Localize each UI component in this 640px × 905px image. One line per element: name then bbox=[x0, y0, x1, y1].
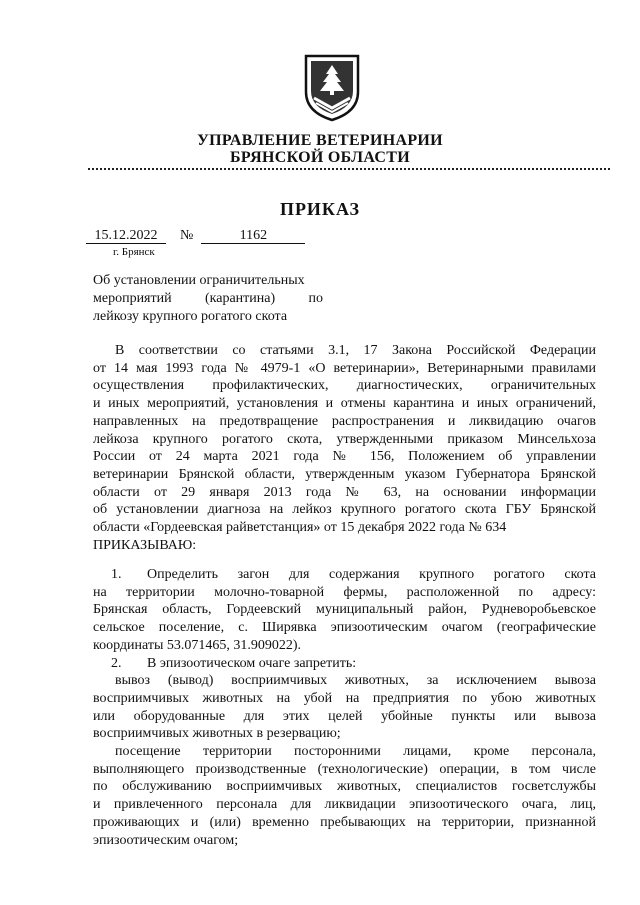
text-line: России от 24 марта 2021 года № 156, Положением об управлении bbox=[93, 449, 596, 465]
text-line: посещение территории посторонними лицами, кроме персонала, bbox=[115, 744, 596, 760]
document-title: ПРИКАЗ bbox=[279, 199, 361, 219]
text-line: В соответствии со статьями 3.1, 17 Закона Российской Федерации bbox=[115, 343, 596, 358]
text-line: от 14 мая 1993 года № 4979-1 «О ветеринарии», Ветеринарными правилами bbox=[93, 360, 596, 376]
text-line: восприимчивых животных на убой на предприятия по убою животных bbox=[93, 690, 596, 706]
text-line: эпизоотическим очагом; bbox=[93, 832, 239, 848]
order-items bbox=[93, 566, 596, 849]
item-text: Определить загон для содержания крупного рогатого скота bbox=[147, 567, 596, 582]
text-line: координаты 53.071465, 31.909022). bbox=[93, 637, 302, 653]
preamble-paragraph bbox=[93, 342, 596, 554]
organization-name-line1: УПРАВЛЕНИЕ ВЕТЕРИНАРИИ bbox=[197, 132, 443, 149]
subject-line: мероприятий (карантина) по bbox=[93, 291, 323, 306]
item-2-line bbox=[93, 655, 596, 673]
subject-line: лейкозу крупного рогатого скота bbox=[93, 309, 288, 324]
text-line: восприимчивых животных в резервацию; bbox=[93, 726, 341, 742]
order-keyword: ПРИКАЗЫВАЮ: bbox=[93, 537, 197, 553]
number-sign: № bbox=[180, 228, 194, 243]
document-date-number bbox=[86, 228, 305, 244]
item-number: 2. bbox=[111, 655, 122, 671]
bryansk-coat-of-arms-icon bbox=[302, 52, 362, 122]
text-line: выполняющего производственные (технологические) операции, в том числе bbox=[93, 761, 596, 777]
text-line: Брянская область, Гордеевский муниципальный район, Рудневоробьевское bbox=[93, 602, 596, 618]
text-line: на территории молочно-товарной фермы, расположенной по адресу: bbox=[93, 584, 596, 600]
document-number: 1162 bbox=[201, 228, 305, 244]
subject-line: Об установлении ограничительных bbox=[93, 273, 305, 288]
text-line: или оборудованные для этих целей убойные пункты или вывоза bbox=[93, 708, 596, 724]
text-line: лейкоза крупного рогатого скота, утвержденными приказом Минсельхоза bbox=[93, 431, 596, 447]
text-line: об установлении диагноза на лейкоз крупного рогатого скота ГБУ Брянской bbox=[93, 502, 596, 518]
item-text: В эпизоотическом очаге запретить: bbox=[147, 655, 357, 671]
item-number: 1. bbox=[111, 567, 122, 582]
text-line: области от 29 января 2013 года № 63, на основании информации bbox=[93, 484, 596, 500]
document-city: г. Брянск bbox=[113, 246, 155, 258]
text-line: ветеринарии Брянской области, утвержденным указом Губернатора Брянской bbox=[93, 466, 596, 482]
text-line: и иных мероприятий, установления и отмены карантина и иных ограничений, bbox=[93, 396, 596, 412]
text-line: сельское поселение, с. Ширявка эпизоотическим очагом (географические bbox=[93, 620, 596, 636]
document-subject bbox=[93, 272, 323, 326]
text-line: осуществления профилактических, диагностических, ограничительных bbox=[93, 378, 596, 394]
text-line: вывоз (вывод) восприимчивых животных, за исключением вывоза bbox=[115, 673, 596, 689]
text-line: области «Гордеевская райветстанция» от 15 декабря 2022 года № 634 bbox=[93, 520, 507, 536]
organization-name-line2: БРЯНСКОЙ ОБЛАСТИ bbox=[230, 149, 410, 166]
text-line: направленных на предотвращение распространения и ликвидацию очагов bbox=[93, 413, 596, 429]
document-date: 15.12.2022 bbox=[86, 228, 166, 244]
text-line: по обслуживанию восприимчивых животных, специалистов госветслужбы bbox=[93, 779, 596, 795]
item-1-line bbox=[93, 566, 596, 584]
text-line: проживающих и (или) временно пребывающих на территории, признанной bbox=[93, 814, 596, 830]
text-line: и привлеченного персонала для ликвидации эпизоотического очага, лиц, bbox=[93, 797, 596, 813]
header-divider bbox=[88, 168, 610, 170]
